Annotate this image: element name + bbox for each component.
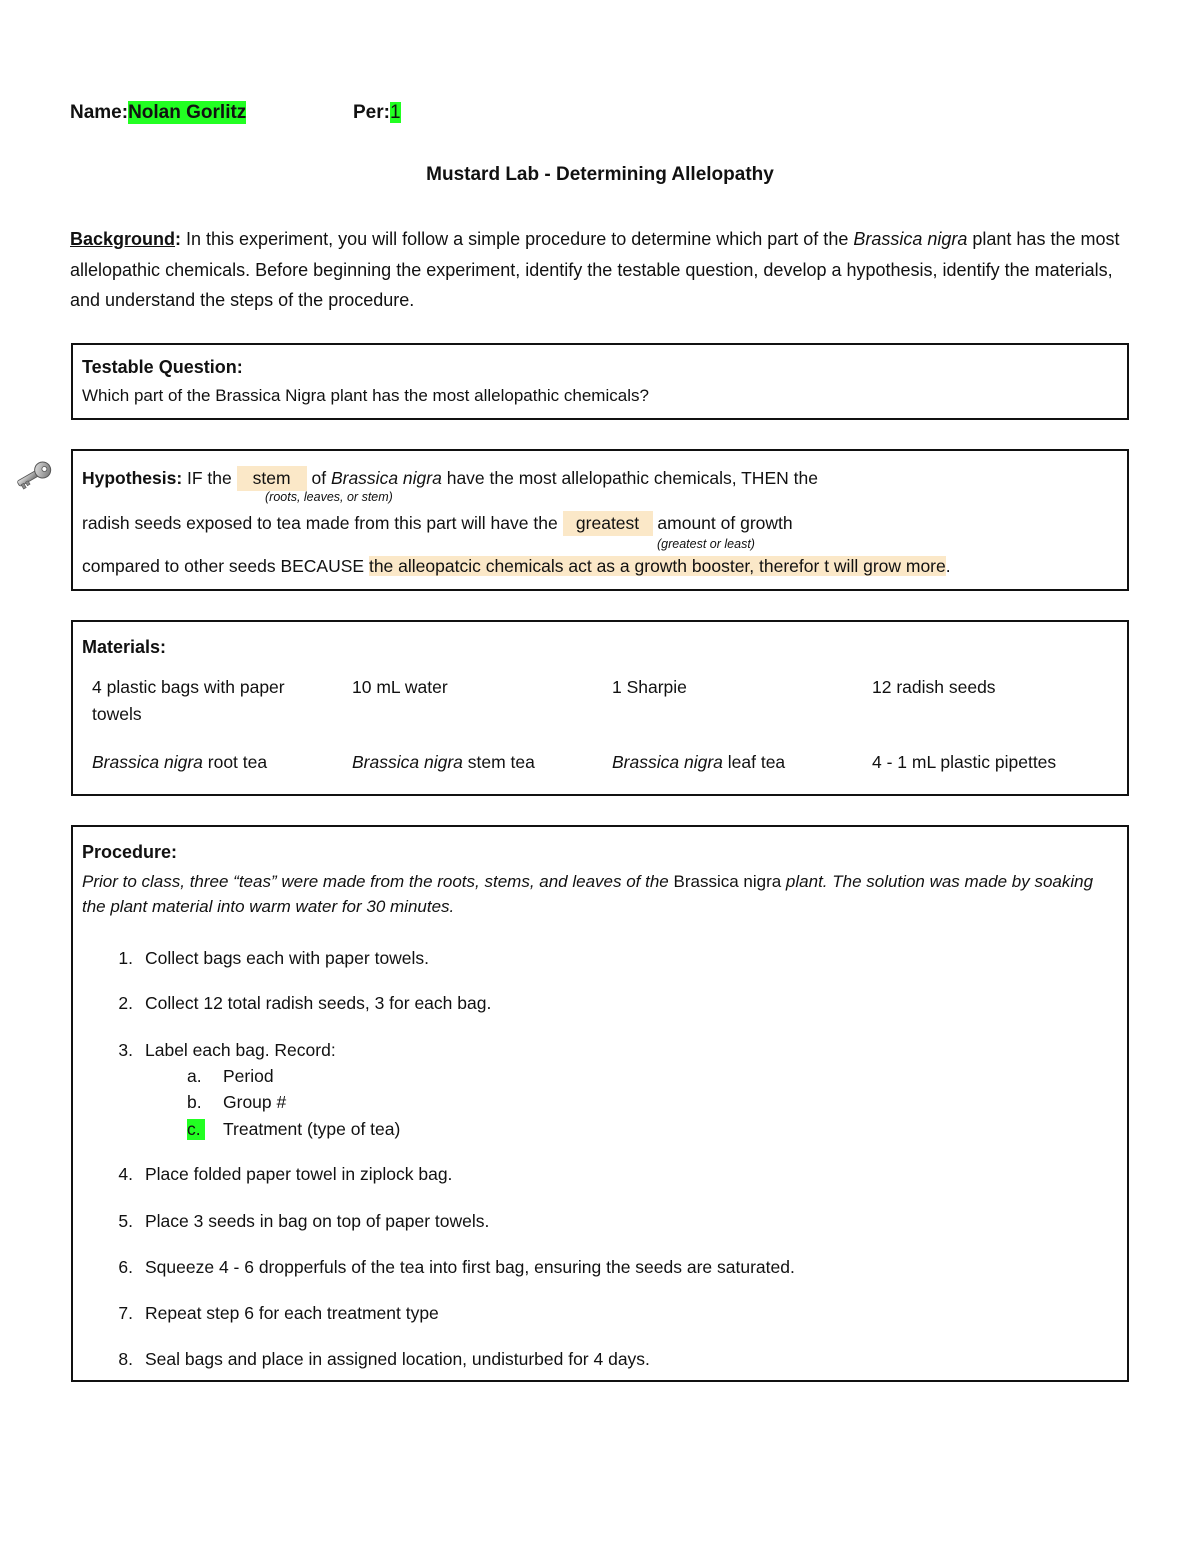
name-value: Nolan Gorlitz	[128, 102, 247, 123]
materials-box	[71, 620, 1129, 796]
testable-question-text: Which part of the Brassica Nigra plant has the most allelopathic chemicals?	[82, 386, 649, 405]
hypothesis-line-2: radish seeds exposed to tea made from this part will have the greatest amount of growth	[82, 511, 793, 536]
period-value: 1	[389, 102, 401, 123]
period-field	[353, 102, 401, 124]
material-item: Brassica nigra stem tea	[352, 752, 535, 772]
name-field	[70, 102, 246, 124]
period-label: Per:	[353, 102, 390, 123]
material-item: 10 mL water	[352, 677, 448, 697]
hypothesis-hint-part: (roots, leaves, or stem)	[265, 490, 393, 504]
hypothesis-line-1: Hypothesis: IF the stem of Brassica nigra have the most allelopathic chemicals, THEN the	[82, 466, 818, 491]
hypothesis-blank-amount[interactable]: greatest	[563, 511, 653, 536]
hypothesis-label: Hypothesis:	[82, 468, 183, 488]
material-item: Brassica nigra root tea	[92, 752, 268, 772]
testable-question-box	[71, 343, 1129, 420]
procedure-label: Procedure:	[82, 842, 178, 862]
procedure-box: Procedure: Prior to class, three “teas” were made from the roots, stems, and leaves of the Brassica nigra plant. The solution was made by soaking the plant material into warm water for 30 minutes. 1. Collect bags each with paper towels. 2. Collect 12 total radish seeds, 3 for each bag. 3. Label each bag. Record: a. Period b. Group # c. Treatment (type of tea) 4. Place folded paper towel in ziplock bag. 5. Place 3 seeds in bag on top of paper towels. 6. Squeeze 4 - 6 dropperfuls of the tea into first bag, ensuring the seeds are saturated. 7. Repeat step 6 for each treatment type 8. Seal bags and place in assigned location, undisturbed for 4 days.	[71, 825, 1129, 1382]
hypothesis-blank-part[interactable]: stem	[237, 466, 307, 491]
page-title: Mustard Lab - Determining Allelopathy	[426, 164, 774, 185]
background-label: Background	[70, 229, 176, 249]
hypothesis-box	[71, 449, 1129, 591]
material-item: 4 - 1 mL plastic pipettes	[872, 752, 1057, 772]
procedure-intro: Prior to class, three “teas” were made from the roots, stems, and leaves of the Brassica nigra plant. The solution was made by soaking the plant material into warm water for 30 minutes.	[82, 872, 1094, 916]
material-item: 4 plastic bags with paper towels	[92, 677, 285, 724]
materials-label: Materials:	[82, 637, 167, 657]
hypothesis-hint-amount: (greatest or least)	[657, 537, 755, 551]
background-paragraph: Background: In this experiment, you will follow a simple procedure to determine which part of the Brassica nigra plant has the most allelopathic chemicals. Before beginning the experiment, identify the testable question, develop a hypothesis, identify the materials, and understand the steps of the procedure.	[70, 229, 1120, 310]
hypothesis-line-3: compared to other seeds BECAUSE the alleopatcic chemicals act as a growth booster, therefor t will grow more.	[82, 556, 951, 576]
testable-question-label: Testable Question:	[82, 357, 243, 377]
material-item: 12 radish seeds	[872, 677, 996, 697]
name-label: Name:	[70, 102, 129, 123]
hypothesis-reason[interactable]: the alleopatcic chemicals act as a growth booster, therefor t will grow more	[368, 556, 946, 576]
key-icon	[12, 457, 56, 493]
material-item: 1 Sharpie	[612, 677, 687, 697]
material-item: Brassica nigra leaf tea	[612, 752, 786, 772]
